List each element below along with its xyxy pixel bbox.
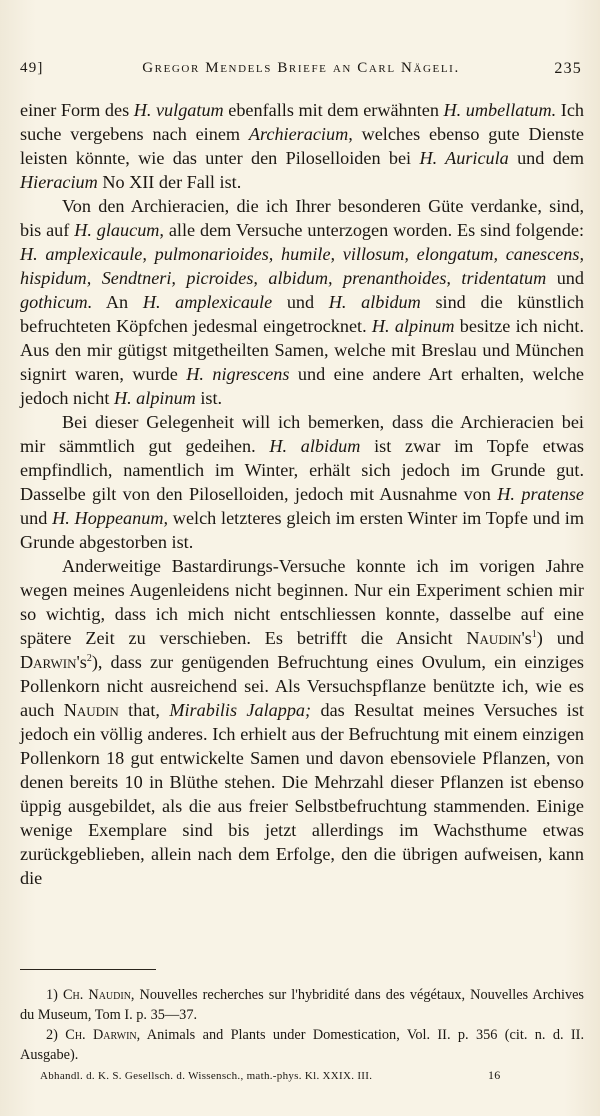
text-run: sind die künstlich befruchteten Köpfchen jedesmal eingetrocknet. bbox=[20, 292, 585, 336]
italic-term: H. Hoppeanum, bbox=[52, 508, 169, 528]
italic-term: H. amplexicaule, pulmonarioides, humile, villosum, elongatum, canescens, hispidum, Sendtneri, picroides, albidum, prenanthoides, tridentatum bbox=[20, 244, 584, 288]
text-run: ist zwar im Topfe etwas empfindlich, namentlich im Winter, erhält sich jedoch im Grunde gut. Dasselbe gilt von den Piloselloiden, jedoch mit Ausnahme von bbox=[20, 436, 584, 504]
text-run: alle dem Versuche unterzogen worden. Es sind folgende: bbox=[163, 220, 584, 240]
italic-term: H. albidum bbox=[328, 292, 421, 312]
italic-term: Hieracium bbox=[20, 172, 98, 192]
footnote-text bbox=[20, 985, 584, 1025]
text-run: , Nouvelles recherches sur l'hybridité dans des végétaux, Nouvelles Archives du Museum, Tom I. p. 35—37. bbox=[20, 987, 584, 1023]
body-text bbox=[20, 98, 584, 890]
text-run: Ich suche vergebens nach einem bbox=[20, 100, 584, 144]
signature-number: 16 bbox=[488, 1068, 501, 1082]
author-name: Darwin bbox=[20, 652, 77, 672]
text-run: und bbox=[20, 508, 53, 528]
text-run: ) und bbox=[536, 628, 584, 648]
italic-term: H. nigrescens bbox=[186, 364, 290, 384]
author-name: Naudin bbox=[466, 628, 522, 648]
text-run: ist. bbox=[195, 388, 223, 408]
italic-term: Archieracium, bbox=[248, 124, 353, 144]
footnote-2 bbox=[20, 1025, 584, 1065]
italic-term: H. albidum bbox=[269, 436, 361, 456]
signature-text: Abhandl. d. K. S. Gesellsch. d. Wissensch., math.-phys. Kl. XXIX. III. bbox=[40, 1070, 373, 1082]
text-run: und bbox=[272, 292, 329, 312]
italic-term: H. Auricula bbox=[419, 148, 509, 168]
italic-term: H. vulgatum bbox=[133, 100, 224, 120]
text-run: , Animals and Plants under Domestication, Vol. II. p. 356 (cit. n. d. II. Ausgabe). bbox=[20, 1027, 585, 1063]
text-run: 1) bbox=[46, 987, 63, 1003]
author-name: Ch. Naudin bbox=[62, 987, 131, 1003]
paragraph bbox=[20, 410, 584, 554]
text-run: ebenfalls mit dem erwähnten bbox=[223, 100, 444, 120]
text-run: und eine andere Art erhalten, welche jedoch nicht bbox=[20, 364, 584, 408]
author-name: Ch. Darwin bbox=[65, 1027, 137, 1043]
running-title: Gregor Mendels Briefe an Carl Nägeli. bbox=[142, 60, 460, 76]
italic-term: H. glaucum, bbox=[74, 220, 164, 240]
text-run: 2) bbox=[46, 1027, 66, 1043]
italic-term: H. alpinum bbox=[371, 316, 455, 336]
text-run: und dem bbox=[508, 148, 585, 168]
italic-term: H. amplexicaule bbox=[142, 292, 273, 312]
text-run: Von den Archieracien, die ich Ihrer besonderen Güte verdanke, sind, bis auf bbox=[20, 196, 584, 240]
text-run: ), dass zur genügenden Befruchtung eines Ovulum, ein einziges Pollenkorn nicht ausreichend sei. Als Versuchspflanze benützte ich, wie es auch bbox=[20, 652, 584, 720]
footnote-marker: 2 bbox=[86, 652, 92, 664]
text-run: 's bbox=[76, 652, 87, 672]
page-reference: 49] bbox=[20, 60, 44, 76]
text-run: 's bbox=[521, 628, 532, 648]
paragraph bbox=[20, 98, 584, 194]
text-run: that, bbox=[118, 700, 170, 720]
footnote-rule bbox=[20, 969, 156, 970]
text-run: No XII der Fall ist. bbox=[97, 172, 242, 192]
text-run: und bbox=[546, 268, 584, 288]
text-run: das Resultat meines Versuches ist jedoch ein völlig anderes. Ich erhielt aus der Befruchtung mit einem einzigen Pollenkorn 18 gut entwickelte Samen und davon ebensoviele Pflanzen, von denen bereits 10 in Blüthe stehen. Die Mehrzahl dieser Pflanzen ist ebenso üppig ausgebildet, als die aus freier Selbstbefruchtung stammenden. Einige wenige Exemplare sind bis jetzt allerdings im Wachsthume etwas zurückgeblieben, allein nach dem Erfolge, den die übrigen aufweisen, kann die bbox=[20, 700, 584, 888]
footnote-text bbox=[20, 1025, 584, 1065]
author-name: Naudin bbox=[63, 700, 119, 720]
text-run: Bei dieser Gelegenheit will ich bemerken, dass die Archieracien bei mir sämmtlich gut gedeihen. bbox=[20, 412, 584, 456]
italic-term: H. umbellatum. bbox=[443, 100, 557, 120]
footnote-marker: 1 bbox=[531, 628, 537, 640]
italic-term: Mirabilis Jalappa; bbox=[169, 700, 312, 720]
paragraph bbox=[20, 194, 584, 410]
paragraph bbox=[20, 554, 584, 890]
running-header bbox=[20, 60, 582, 84]
text-run: Anderweitige Bastardirungs-Versuche konnte ich im vorigen Jahre wegen meines Augenleidens nicht beginnen. Nur ein Experiment schien mir so wichtig, dass ich mich nicht entschliessen konnte, dasselbe auf eine spätere Zeit zu verschieben. Es betrifft die Ansicht bbox=[20, 556, 584, 648]
text-run: besitze ich nicht. Aus den mir gütigst mitgetheilten Samen, welche mit Breslau und München signirt waren, wurde bbox=[20, 316, 585, 384]
text-run: welch letzteres gleich im ersten Winter im Topfe und im Grunde abgestorben ist. bbox=[20, 508, 584, 552]
italic-term: H. pratense bbox=[497, 484, 584, 504]
text-run: An bbox=[92, 292, 143, 312]
footnote-1 bbox=[20, 985, 584, 1025]
page-number: 235 bbox=[554, 60, 582, 77]
text-run: einer Form des bbox=[20, 100, 134, 120]
italic-term: H. alpinum bbox=[113, 388, 196, 408]
italic-term: gothicum. bbox=[20, 292, 93, 312]
text-run: welches ebenso gute Dienste leisten könnte, wie das unter den Piloselloiden bei bbox=[20, 124, 584, 168]
